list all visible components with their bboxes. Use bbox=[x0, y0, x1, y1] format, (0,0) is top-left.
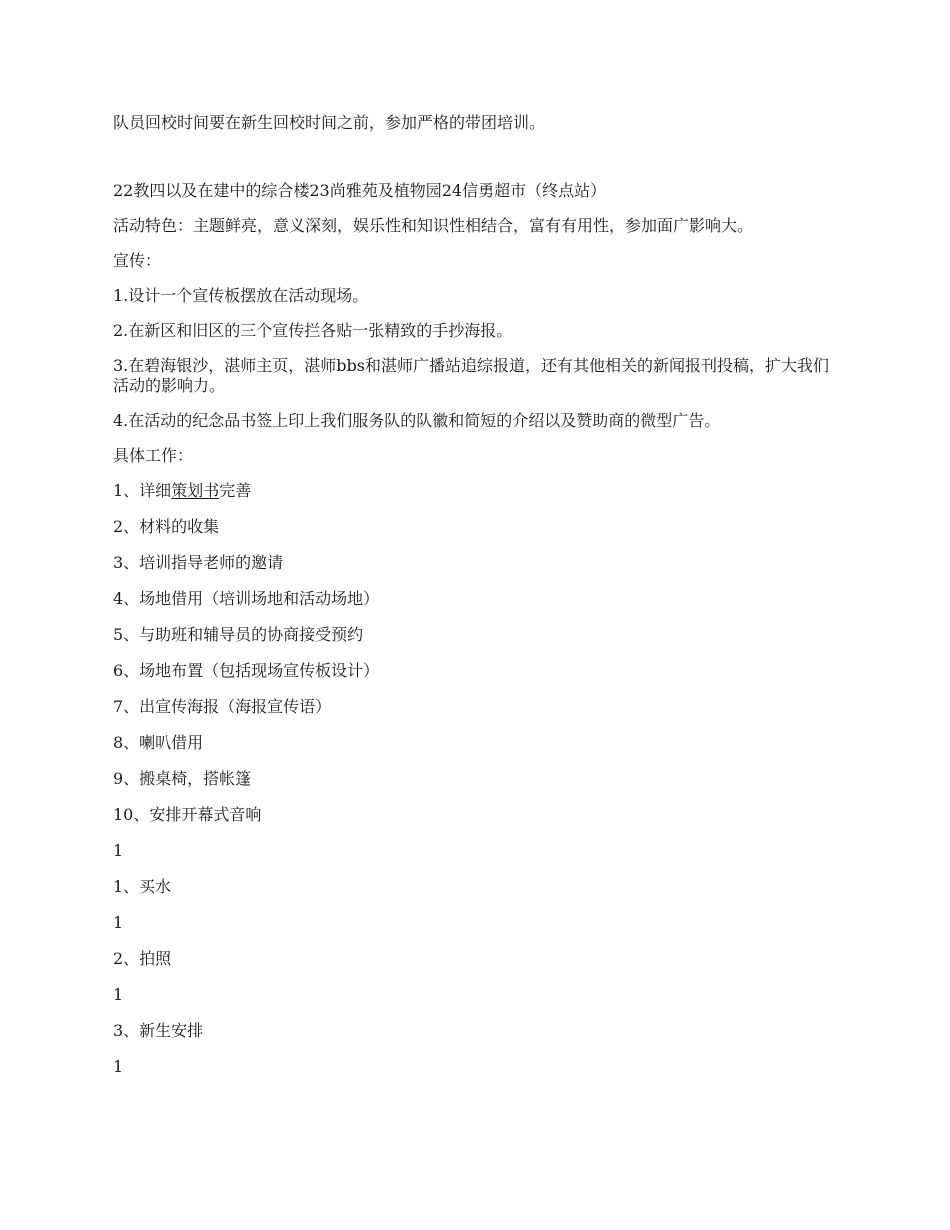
intro-paragraph: 队员回校时间要在新生回校时间之前，参加严格的带团培训。 bbox=[113, 113, 546, 132]
route-paragraph: 22教四以及在建中的综合楼23尚雅苑及植物园24信勇超市（终点站） bbox=[113, 181, 607, 200]
tail-line: 2、拍照 bbox=[113, 949, 172, 968]
work-item: 9、搬桌椅，搭帐篷 bbox=[113, 769, 252, 788]
work-item: 10、安排开幕式音响 bbox=[113, 805, 262, 824]
document-body bbox=[113, 113, 843, 1077]
publicity-item: 1.设计一个宣传板摆放在活动现场。 bbox=[113, 286, 369, 305]
tail-line: 1 bbox=[113, 913, 124, 932]
work-item-prefix: 1、详细 bbox=[113, 481, 172, 500]
work-item: 5、与助班和辅导员的协商接受预约 bbox=[113, 625, 364, 644]
work-item: 7、出宣传海报（海报宣传语） bbox=[113, 697, 332, 716]
tail-line: 1 bbox=[113, 841, 124, 860]
work-heading: 具体工作： bbox=[113, 446, 194, 465]
features-paragraph: 活动特色：主题鲜亮，意义深刻，娱乐性和知识性相结合，富有有用性，参加面广影响大。 bbox=[113, 216, 754, 235]
tail-line: 1 bbox=[113, 1057, 124, 1076]
work-item: 4、场地借用（培训场地和活动场地） bbox=[113, 589, 380, 608]
work-item: 3、培训指导老师的邀请 bbox=[113, 553, 284, 572]
work-item: 6、场地布置（包括现场宣传板设计） bbox=[113, 661, 380, 680]
publicity-heading: 宣传： bbox=[113, 251, 162, 270]
work-item: 2、材料的收集 bbox=[113, 517, 220, 536]
work-item: 8、喇叭借用 bbox=[113, 733, 204, 752]
tail-line: 3、新生安排 bbox=[113, 1021, 204, 1040]
plan-link[interactable]: 策划书 bbox=[171, 481, 220, 500]
publicity-item: 2.在新区和旧区的三个宣传拦各贴一张精致的手抄海报。 bbox=[113, 321, 513, 340]
tail-line: 1 bbox=[113, 985, 124, 1004]
publicity-item: 3.在碧海银沙，湛师主页，湛师bbs和湛师广播站追综报道，还有其他相关的新闻报刊投稿，扩大我们活动的影响力。 bbox=[113, 356, 829, 395]
tail-line: 1、买水 bbox=[113, 877, 172, 896]
publicity-item: 4.在活动的纪念品书签上印上我们服务队的队徽和简短的介绍以及赞助商的微型广告。 bbox=[113, 411, 721, 430]
work-item bbox=[113, 481, 843, 501]
work-item-suffix: 完善 bbox=[219, 481, 252, 500]
